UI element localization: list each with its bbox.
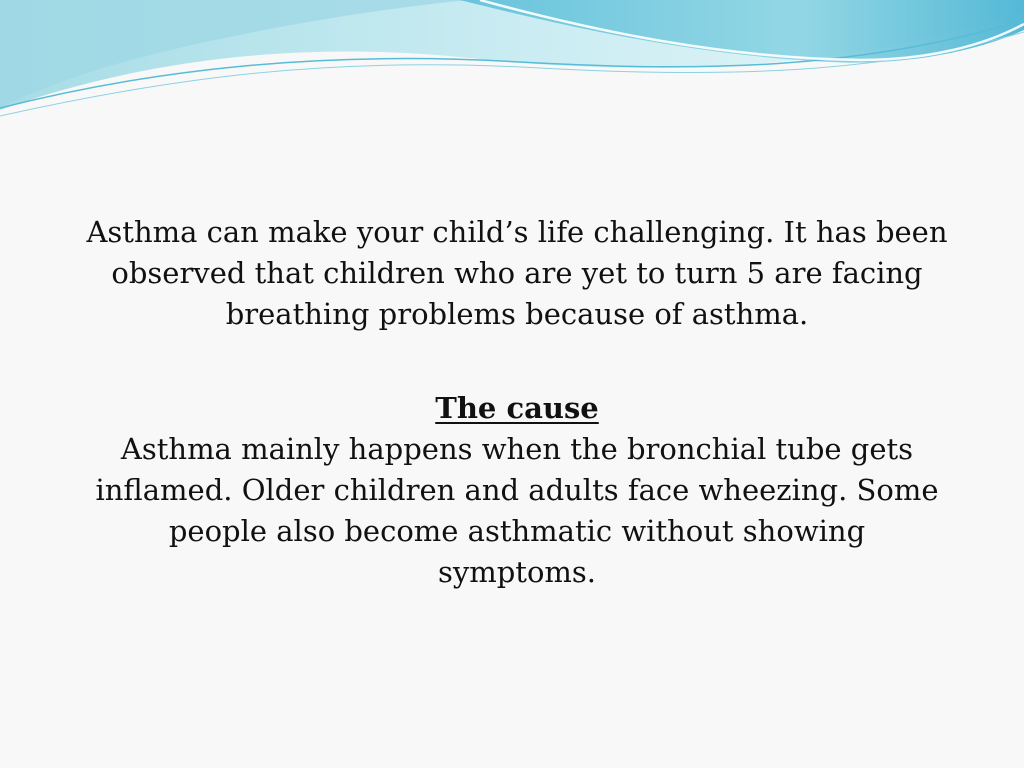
slide-content bbox=[82, 212, 952, 593]
decorative-wave-banner bbox=[0, 0, 1024, 130]
section-heading: The cause bbox=[435, 391, 599, 425]
cause-paragraph: Asthma mainly happens when the bronchial tube gets inflamed. Older children and adults face wheezing. Some people also become asthmatic without showing symptoms. bbox=[95, 432, 939, 589]
intro-paragraph: Asthma can make your child’s life challenging. It has been observed that children who are yet to turn 5 are facing breathing problems because of asthma. bbox=[86, 215, 948, 331]
